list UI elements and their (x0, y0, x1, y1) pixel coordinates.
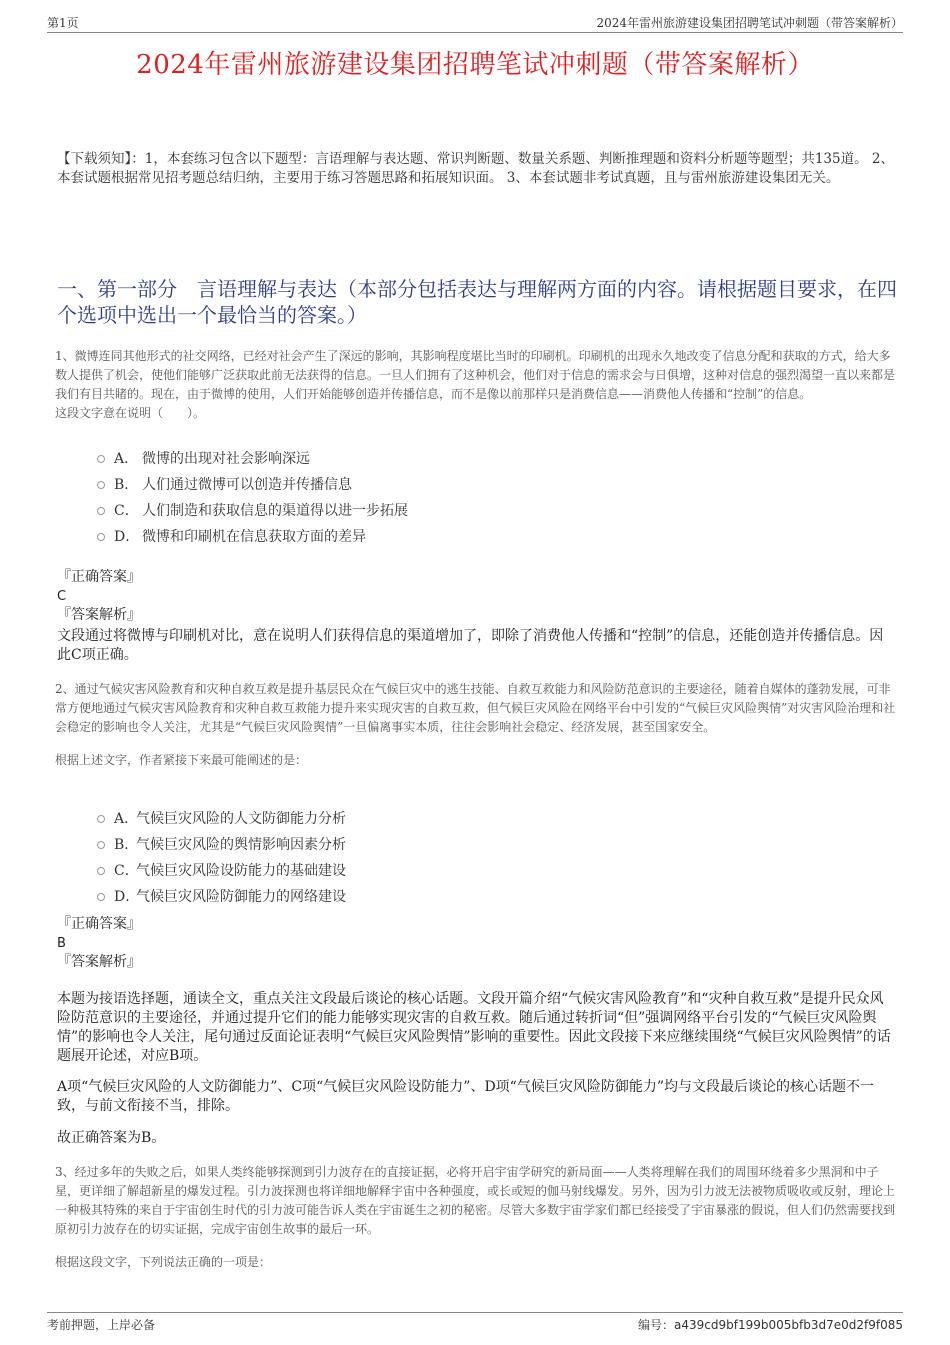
option-d[interactable]: D． 微博和印刷机在信息获取方面的差异 (97, 524, 408, 550)
option-c[interactable]: C． 人们制造和获取信息的渠道得以进一步拓展 (97, 498, 408, 524)
question-2 (55, 680, 900, 770)
question-1 (55, 347, 900, 423)
question-2-analysis-1: 本题为接语选择题，通读全文，重点关注文段最后谈论的核心话题。文段开篇介绍“气候灾害风险教育”和“灾种自救互救”是提升民众风险防范意识的主要途径，并通过提升它们的能力能够实现灾害的自救互救。随后通过转折词“但”强调网络平台引发的“气候巨灾风险舆情”的影响也令人关注，尾句通过反面论证表明“气候巨灾风险舆情”影响的重要性。因此文段接下来应继续围绕“气候巨灾风险舆情”的话题展开论述，对应B项。 (57, 991, 891, 1064)
option-b[interactable]: B． 人们通过微博可以创造并传播信息 (97, 472, 408, 498)
page-footer (47, 1312, 903, 1333)
radio-icon[interactable] (97, 867, 105, 875)
analysis-label: 『答案解析』 (57, 954, 141, 970)
question-2-analysis-3: 故正确答案为B。 (57, 1130, 166, 1146)
option-a[interactable]: A． 微博的出现对社会影响深远 (97, 446, 408, 472)
answer-value: B (57, 936, 66, 951)
document-title: 2024年雷州旅游建设集团招聘笔试冲刺题（带答案解析） (136, 50, 814, 80)
answer-label: 『正确答案』 (57, 569, 141, 585)
download-notice: 【下载须知】：1，本套练习包含以下题型：言语理解与表达题、常识判断题、数量关系题、判断推理题和资料分析题等题型；共135道。 2、本套试题根据常见招考题总结归纳，主要用于练习答题思路和拓展知识面。 3、本套试题非考试真题，且与雷州旅游建设集团无关。 (57, 151, 894, 186)
question-3 (55, 1163, 900, 1272)
answer-value: C (57, 589, 67, 604)
option-b[interactable]: B． 气候巨灾风险的舆情影响因素分析 (97, 832, 346, 858)
option-c[interactable]: C． 气候巨灾风险设防能力的基础建设 (97, 858, 346, 884)
question-1-options (97, 446, 408, 550)
page-header (47, 12, 903, 33)
question-2-prompt: 根据上述文字，作者紧接下来最可能阐述的是： (55, 753, 308, 767)
question-2-answer (57, 915, 897, 972)
radio-icon[interactable] (97, 533, 105, 541)
analysis-label: 『答案解析』 (57, 607, 141, 623)
question-1-answer (57, 568, 897, 625)
radio-icon[interactable] (97, 841, 105, 849)
question-1-analysis: 文段通过将微博与印刷机对比，意在说明人们获得信息的渠道增加了，即除了消费他人传播和“控制”的信息，还能创造并传播信息。因此C项正确。 (57, 628, 884, 663)
option-a[interactable]: A． 气候巨灾风险的人文防御能力分析 (97, 806, 346, 832)
radio-icon[interactable] (97, 507, 105, 515)
page-number: 第1页 (47, 16, 79, 30)
question-3-stem: 3、经过多年的失败之后，如果人类终能够探测到引力波存在的直接证据，必将开启宇宙学研究的新局面——人类将理解在我们的周围环绕着多少黑洞和中子星，更详细了解超新星的爆发过程。引力波探测也将详细地解释宇宙中各种强度，或长或短的伽马射线爆发。另外，因为引力波无法被物质吸收或反射，理论上一种极其特殊的来自于宇宙创生时代的引力波可能告诉人类在宇宙诞生之初的秘密。尽管大多数宇宙学家们都已经接受了宇宙暴涨的假说，但人们仍然需要找到原初引力波存在的切实证据，完成宇宙创生故事的最后一环。 (55, 1165, 896, 1236)
radio-icon[interactable] (97, 481, 105, 489)
question-2-analysis-2: A项“气候巨灾风险的人文防御能力”、C项“气候巨灾风险设防能力”、D项“气候巨灾风险防御能力”均与文段最后谈论的核心话题不一致，与前文衔接不当，排除。 (57, 1079, 874, 1114)
question-2-stem: 2、通过气候灾害风险教育和灾种自救互救是提升基层民众在气候巨灾中的逃生技能、自救互救能力和风险防范意识的主要途径，随着自媒体的蓬勃发展，可非常方便地通过气候灾害风险教育和灾种自救互救能力提升来实现灾害的自救互救，但气候巨灾风险在网络平台中引发的“气候巨灾风险舆情”对灾害风险治理和社会稳定的影响也令人关注，尤其是“气候巨灾风险舆情”一旦偏离事实本质，往往会影响社会稳定、经济发展，甚至国家安全。 (55, 682, 896, 734)
radio-icon[interactable] (97, 815, 105, 823)
question-1-prompt: 这段文字意在说明（ ）。 (55, 406, 206, 420)
question-2-options (97, 806, 346, 910)
radio-icon[interactable] (97, 893, 105, 901)
question-3-prompt: 根据这段文字，下列说法正确的一项是： (55, 1255, 272, 1269)
footer-slogan: 考前押题，上岸必备 (47, 1318, 156, 1332)
footer-code: 编号：a439cd9bf199b005bfb3d7e0d2f9f085 (638, 1318, 903, 1332)
radio-icon[interactable] (97, 455, 105, 463)
section-heading: 一、第一部分 言语理解与表达（本部分包括表达与理解两方面的内容。请根据题目要求，在四个选项中选出一个最恰当的答案。） (57, 277, 897, 327)
header-doc-title: 2024年雷州旅游建设集团招聘笔试冲刺题（带答案解析） (596, 16, 903, 30)
option-d[interactable]: D． 气候巨灾风险防御能力的网络建设 (97, 884, 346, 910)
question-1-stem: 1、微博连同其他形式的社交网络，已经对社会产生了深远的影响，其影响程度堪比当时的印刷机。印刷机的出现永久地改变了信息分配和获取的方式，给大多数人提供了机会，使他们能够广泛获取此前无法获得的信息。一旦人们拥有了这种机会，他们对于信息的需求会与日俱增，这种对信息的强烈渴望一直以来都是我们有目共睹的。现在，由于微博的使用，人们开始能够创造并传播信息，而不是像以前那样只是消费信息——消费他人传播和“控制”的信息。 (55, 349, 896, 401)
answer-label: 『正确答案』 (57, 916, 141, 932)
